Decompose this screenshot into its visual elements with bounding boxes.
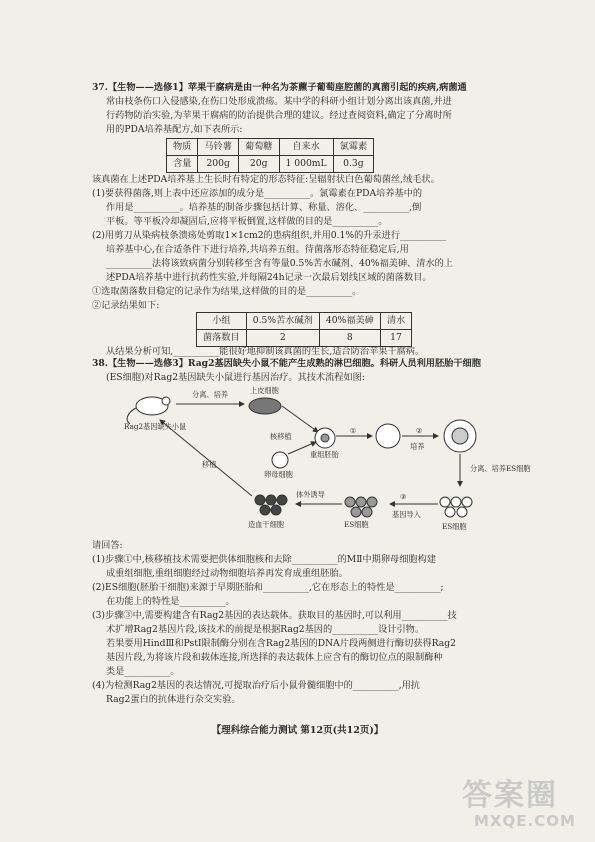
- oocyte-icon: [272, 452, 288, 468]
- es-cells-group-icon: [440, 497, 472, 517]
- sep-culture-es-label: 分离、培养ES细胞: [470, 464, 531, 473]
- es-cells-label-2: ES细胞: [442, 522, 467, 531]
- mouse-label: Rag2基因缺失小鼠: [124, 422, 187, 431]
- q37-line-3: 行药物防治实验,为苹果干腐病的防治提供合理的建议。经过查阅资料,确定了分离时所: [106, 110, 452, 121]
- table-row: [167, 139, 374, 156]
- oocyte-label: 卵母细胞: [264, 470, 293, 479]
- q37-line-10: 培养基中心,在合适条件下进行培养,共培养五组。待菌落形态特征稳定后,用: [106, 244, 409, 255]
- table-cell: 8: [319, 330, 380, 347]
- table-cell: 葡萄糖: [238, 139, 279, 156]
- q37-conclusion: 从结果分析可知,__________能很好地抑制该真菌的生长,适合防治苹果干腐病。: [106, 346, 425, 357]
- table-cell: 氯霉素: [333, 139, 374, 156]
- table-cell: 1 000mL: [279, 156, 333, 173]
- q37-line-14: ②记录结果如下:: [92, 300, 160, 311]
- table-cell: 20g: [238, 156, 279, 173]
- q38-answer-8: 若果要用HindⅢ和PstⅠ限制酶分别在含Rag2基因的DNA片段两侧进行酶切获得Rag2: [106, 638, 456, 649]
- q38-answer-5: 在功能上的特性是__________。: [106, 596, 235, 607]
- table-row: [197, 313, 412, 330]
- page-footer: 【理科综合能力测试 第12页(共12页)】: [211, 725, 384, 736]
- diagram-svg: [120, 386, 520, 536]
- table-cell: 2: [246, 330, 319, 347]
- arrow-transplant: [160, 420, 252, 496]
- blood-stem-label: 造血干细胞: [248, 520, 284, 529]
- epithelial-cells-icon: [249, 398, 281, 414]
- table-cell: 40%福美砷: [319, 313, 380, 330]
- pda-table: [166, 138, 374, 173]
- epi-cells-label: 上皮细胞: [250, 386, 279, 395]
- result-table: [196, 312, 412, 347]
- table-cell: 马铃薯: [198, 139, 239, 156]
- watermark-url: MXQE.COM: [474, 812, 576, 830]
- hematopoietic-cells-icon: [255, 495, 287, 515]
- q37-line-5: 该真菌在上述PDA培养基上生长时有特定的形态特征:呈辐射状白色葡萄菌丝,绒毛状。: [92, 174, 440, 185]
- recon-embryo-label: 重组胚胎: [310, 450, 339, 459]
- q37-line-1: 37.【生物——选修1】苹果干腐病是由一种名为茶藨子葡萄座腔菌的真菌引起的疾病,病菌通: [92, 82, 467, 93]
- table-row: [167, 156, 374, 173]
- transplant-label: 移植: [202, 460, 217, 469]
- q38-answer-9: 基因片段,为将该片段和载体连接,所选择的表达载体上应含有的酶切位点的限制酶种: [106, 652, 443, 663]
- watermark-logo: [448, 770, 588, 840]
- sep-culture-label: 分离、培养: [192, 390, 228, 399]
- table-cell: 物质: [167, 139, 198, 156]
- table-cell: 17: [380, 330, 411, 347]
- table-cell: 0.5%苦水碱剂: [246, 313, 319, 330]
- q38-answer-3: 成重组细胞,重组细胞经过动物细胞培养再发育成重组胚胎。: [106, 568, 348, 579]
- table-cell: 0.3g: [333, 156, 374, 173]
- q37-line-4: 用的PDA培养基配方,如下表所示:: [106, 124, 243, 135]
- q37-line-6: (1)要获得菌落,则上表中还应添加的成分是__________。氯霉素在PDA培养基中的: [92, 188, 423, 199]
- q38-answer-6: (3)步骤③中,需要构建含有Rag2基因的表达载体。获取目的基因时,可以利用__________技: [92, 610, 457, 621]
- step1-label: ①: [350, 426, 357, 435]
- nuclear-transfer-label: 核移植: [270, 432, 292, 441]
- flow-diagram: [120, 386, 531, 536]
- q37-line-8: 平板。等平板冷却凝固后,应将平板倒置,这样做的目的是__________。: [106, 216, 388, 227]
- q38-answer-1: 请回答:: [92, 540, 123, 551]
- watermark-text: 答案圈: [462, 778, 558, 813]
- morula-icon: [376, 424, 400, 448]
- step3-label: ③: [400, 492, 407, 501]
- q38-answer-2: (1)步骤①中,核移植技术需要把供体细胞核和去除__________的MⅡ中期卵母细胞构建: [92, 554, 436, 565]
- q38-answer-10: 类是__________。: [106, 666, 180, 677]
- q37-line-9: (2)用剪刀从染病枝条溃疡处剪取1×1cm2的患病组织,并用0.1%的升汞进行__________: [92, 230, 446, 241]
- q38-line-2: (ES细胞)对Rag2基因缺失小鼠进行基因治疗。其技术流程如图:: [106, 372, 365, 383]
- q37-line-7: 作用是__________。培养基的制备步骤包括计算、称量、溶化、__________,倒: [106, 202, 422, 213]
- in-vitro-label: 体外诱导: [296, 490, 325, 499]
- q37-line-11: __________法将该致病菌分别转移至含有等量0.5%苦水碱剂、40%福美砷、清水的上: [106, 258, 453, 269]
- table-cell: 小组: [197, 313, 247, 330]
- table-row: [197, 330, 412, 347]
- q38-answer-7: 术扩增Rag2基因片段,该技术的前提是根据Rag2基因的__________设计引物。: [106, 624, 425, 635]
- table-cell: 自来水: [279, 139, 333, 156]
- gene-import-label: 基因导入: [392, 510, 421, 519]
- table-cell: 200g: [198, 156, 239, 173]
- es-cells-modified-icon: [345, 497, 377, 517]
- es-cells-label: ES细胞: [344, 520, 369, 529]
- step2-label: ②: [416, 426, 423, 435]
- q37-line-2: 常由枝条伤口入侵感染,在伤口处形成溃疡。某中学的科研小组计划分离出该真菌,并进: [106, 96, 452, 107]
- q38-answer-11: (4)为检测Rag2基因的表达情况,可提取治疗后小鼠骨髓细胞中的__________,用抗: [92, 680, 420, 691]
- q37-line-13: ①选取菌落数目稳定的记录作为结果,这样做的目的是__________。: [92, 286, 362, 297]
- table-cell: 含量: [167, 156, 198, 173]
- arrow-nt: [282, 406, 318, 432]
- culture-label: 培养: [410, 442, 425, 451]
- q37-line-12: 述PDA培养基中进行抗药性实验,并每隔24h记录一次最后划线区域的菌落数目。: [106, 272, 432, 283]
- q38-answer-12: Rag2蛋白的抗体进行杂交实验。: [106, 694, 241, 705]
- table-cell: 清水: [380, 313, 411, 330]
- q38-answer-4: (2)ES细胞(胚胎干细胞)来源于早期胚胎和__________,它在形态上的特性是__________;: [92, 582, 444, 593]
- mouse-icon: [127, 397, 170, 424]
- q38-line-1: 38.【生物——选修3】Rag2基因缺失小鼠不能产生成熟的淋巴细胞。科研人员利用胚胎干细胞: [92, 358, 481, 369]
- table-cell: 菌落数目: [197, 330, 247, 347]
